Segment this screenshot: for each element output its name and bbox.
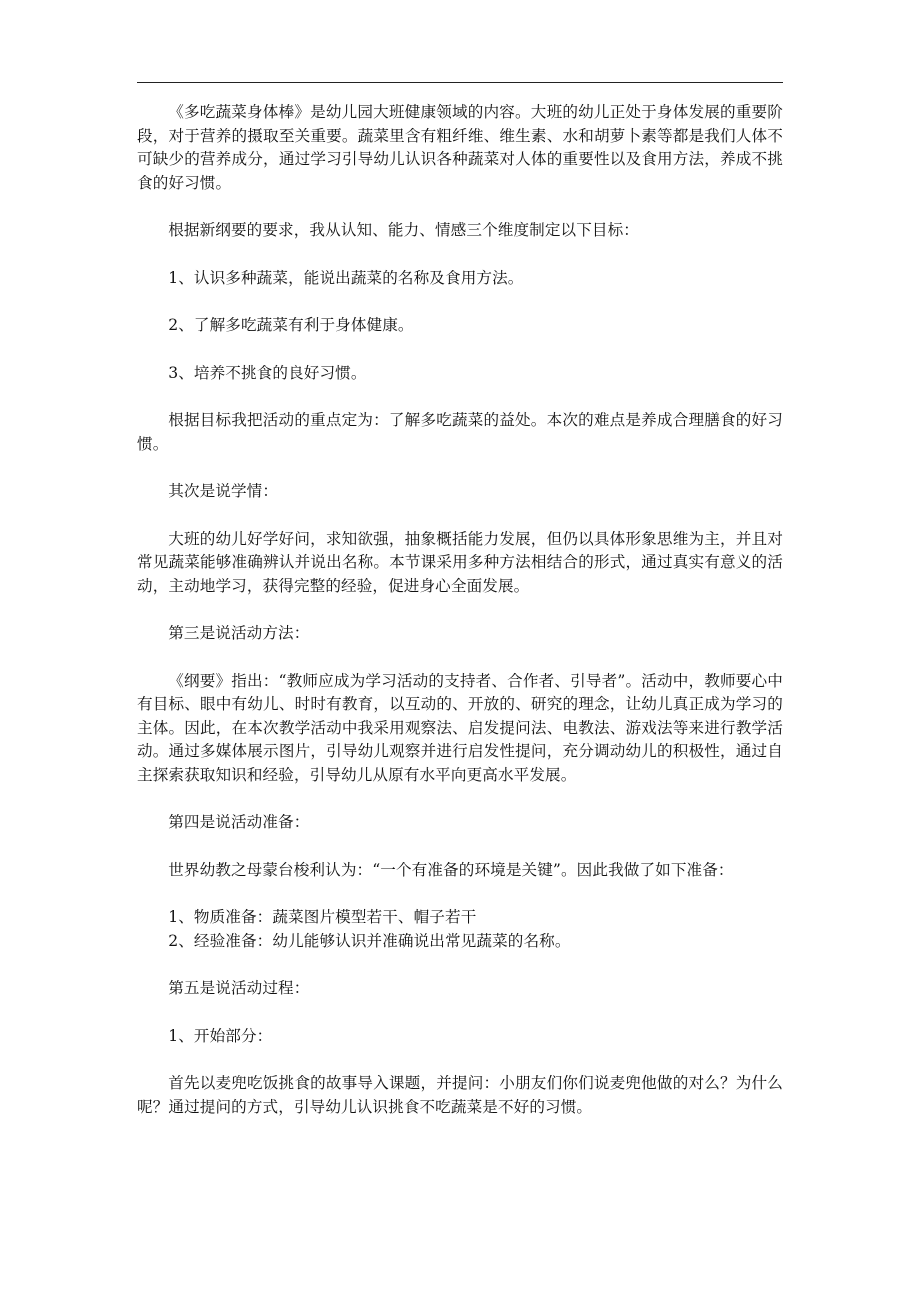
paragraph-gap xyxy=(137,385,783,409)
process-step-1-heading: 1、开始部分： xyxy=(168,1026,273,1045)
paragraph-focus: 根据目标我把活动的重点定为：了解多吃蔬菜的益处。本次的难点是养成合理膳食的好习惯。 xyxy=(137,411,783,453)
paragraph-gap xyxy=(137,598,783,622)
preparation-item-2: 2、经验准备：幼儿能够认识并准确说出常见蔬菜的名称。 xyxy=(168,931,571,950)
paragraph-gap xyxy=(137,456,783,480)
paragraph-preparation: 世界幼教之母蒙台梭利认为：“一个有准备的环境是关键”。因此我做了如下准备： xyxy=(168,860,734,879)
goal-item-1: 1、认识多种蔬菜，能说出蔬菜的名称及食用方法。 xyxy=(168,268,524,287)
section-heading-learners: 其次是说学情： xyxy=(168,482,279,500)
paragraph-gap xyxy=(137,504,783,528)
paragraph-gap xyxy=(137,835,783,859)
paragraph-gap xyxy=(137,953,783,977)
goal-item-3: 3、培养不挑食的良好习惯。 xyxy=(168,363,367,382)
paragraph-goals-intro: 根据新纲要的要求，我从认知、能力、情感三个维度制定以下目标： xyxy=(168,221,640,239)
goal-item-2: 2、了解多吃蔬菜有利于身体健康。 xyxy=(168,316,414,334)
paragraph-gap xyxy=(137,338,783,362)
paragraph-methods: 《纲要》指出：“教师应成为学习活动的支持者、合作者、引导者”。活动中，教师要心中有目标、眼中有幼儿、时时有教育，以互动的、开放的、研究的理念，让幼儿真正成为学习的主体。因此，在本次教学活动中我采用观察法、启发提问法、电教法、游戏法等来进行教学活动。通过多媒体展示图片，引导幼儿观察并进行启发性提问，充分调动幼儿的积极性，通过自主探索获取知识和经验，引导幼儿从原有水平向更高水平发展。 xyxy=(137,671,783,784)
section-heading-methods: 第三是说活动方法： xyxy=(168,624,310,642)
paragraph-gap xyxy=(137,882,783,906)
preparation-item-1: 1、物质准备：蔬菜图片模型若干、帽子若干 xyxy=(168,908,477,926)
paragraph-opening: 首先以麦兜吃饭挑食的故事导入课题，并提问：小朋友们你们说麦兜他做的对么？为什么呢？通过提问的方式，引导幼儿认识挑食不吃蔬菜是不好的习惯。 xyxy=(137,1074,783,1116)
paragraph-learners: 大班的幼儿好学好问，求知欲强，抽象概括能力发展，但仍以具体形象思维为主，并且对常见蔬菜能够准确辨认并说出名称。本节课采用多种方法相结合的形式，通过真实有意义的活动，主动地学习，获得完整的经验，促进身心全面发展。 xyxy=(137,529,783,595)
paragraph-gap xyxy=(137,787,783,811)
document-body xyxy=(137,101,783,1119)
top-rule xyxy=(137,82,783,83)
section-heading-process: 第五是说活动过程： xyxy=(168,979,310,997)
paragraph-gap xyxy=(137,646,783,670)
section-heading-preparation: 第四是说活动准备： xyxy=(168,813,310,831)
paragraph-gap xyxy=(137,290,783,314)
paragraph-gap xyxy=(137,1001,783,1025)
paragraph-gap xyxy=(137,195,783,219)
paragraph-intro: 《多吃蔬菜身体棒》是幼儿园大班健康领域的内容。大班的幼儿正处于身体发展的重要阶段，对于营养的摄取至关重要。蔬菜里含有粗纤维、维生素、水和胡萝卜素等都是我们人体不可缺少的营养成分，通过学习引导幼儿认识各种蔬菜对人体的重要性以及食用方法，养成不挑食的好习惯。 xyxy=(137,103,783,192)
paragraph-gap xyxy=(137,1048,783,1072)
paragraph-gap xyxy=(137,243,783,267)
